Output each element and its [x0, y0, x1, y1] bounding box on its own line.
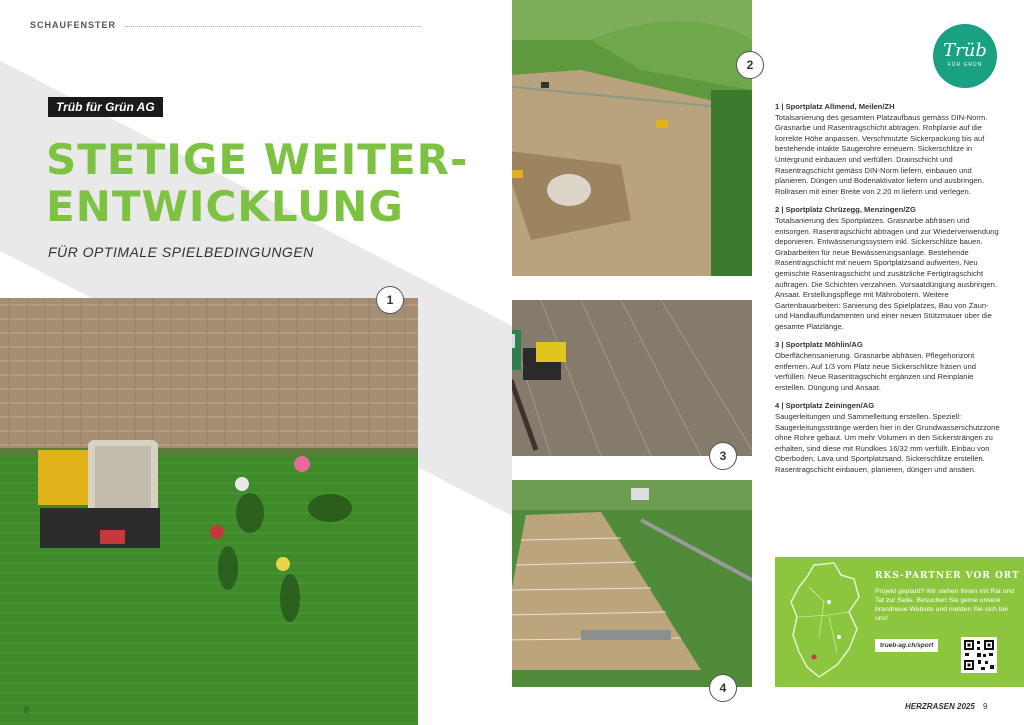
entry-body: Totalsanierung des Sportplatzes. Grasnarbe abfräsen und entsorgen. Rasentragschicht abtragen und zur Wiederverwendung deponieren. Entwässerungssystem inkl. Sickerschlitze bauen. Grabarbeiten für neue Bewässerungsanlage. Bestehende Rasentragschicht mit neuem Sportplatzsand aufwerten. Neu gemischte Rasentragschicht und zusätzliche Fertigtragschicht auftragen. Die Schichten verzahnen. Vorsaatdüngung ausbringen. Ansaat. Erstellungspflege mit Mährobotern. Weitere Gartenbauarbeiten: Sanierung des Spielplatzes, Bau von Zaun- und Handlauffundamenten und einer neuen Stützmauer über die gesamte Platzlänge.: [775, 215, 999, 331]
headline: [46, 136, 468, 230]
entry-body: Oberflächensanierung. Grasnarbe abfräsen. Pflegehorizont entfernen. Auf 1/3 vom Platz neue Sickerschlitze fräsen und verfüllen. Neue Rasentragschicht ergänzen und Reinplanie erstellen. Düngung und Ansaat.: [775, 351, 976, 392]
subline: FÜR OPTIMALE SPIELBEDINGUNGEN: [48, 244, 314, 260]
entry-title: 3 | Sportplatz Möhlin/AG: [775, 340, 863, 350]
photo-3-machines: [512, 300, 752, 456]
rks-partner-box: [775, 557, 1024, 687]
germany-map-icon: [779, 557, 874, 687]
photo-3-number: 3: [709, 442, 737, 470]
project-entry-1: [775, 102, 1003, 197]
photo-2-image: [512, 0, 752, 276]
qr-code-icon[interactable]: [961, 637, 997, 673]
rks-title: RKS-PARTNER VOR ORT: [875, 571, 1020, 581]
section-label: SCHAUFENSTER: [30, 20, 117, 30]
section-rule: [125, 26, 420, 27]
logo-tagline: FÜR GRÜN: [947, 62, 983, 68]
photo-4-aerial-field: [512, 480, 752, 687]
project-entry-2: [775, 205, 1003, 332]
project-descriptions: [775, 102, 1003, 484]
magazine-name: HERZRASEN 2025: [905, 702, 975, 711]
entry-body: Saugerleitungen und Sammelleitung erstellen. Speziell: Saugerleitungsstränge werden hier in der Grundwasserschutzzone ohne Rohre gebaut. Um mehr Volumen in den Sickersträngen zu erhalten, sind diese mit Rundkies 16/32 mm verfüllt. Einbau von Oberboden, Lava und Sportplatzsand. Sickerschlitze erstellen. Rasentragschicht einbauen, planieren, düngen und ansäen.: [775, 412, 1000, 474]
rks-url-link[interactable]: trueb-ag.ch/sport: [875, 639, 938, 652]
photo-1-number: 1: [376, 286, 404, 314]
photo-4-number: 4: [709, 674, 737, 702]
project-entry-3: [775, 340, 1003, 393]
entry-title: 1 | Sportplatz Allmend, Meilen/ZH: [775, 102, 895, 111]
company-label: Trüb für Grün AG: [48, 97, 163, 117]
trueb-logo: [933, 24, 997, 88]
magazine-footer: [905, 702, 988, 711]
photo-1-workers-aerial: [0, 298, 418, 725]
entry-body: Totalsanierung des gesamten Platzaufbaus gemäss DIN-Norm. Grasnarbe und Rasentragschicht abtragen. Rohplanie auf die korrekte Höhe anpassen. Verschmutzte Sickerpackung bis auf bestehende intakte Saugerohre erneuern. Sickerschlitze in Untergrund einbauen und verfüllen. Drainschicht und Rasentragschicht gemäss DIN-Norm liefern, einbauen und planieren. Düngen und Bodenaktivator liefern und ausbringen. Rollrasen mit einer Breite von 2.20 m liefern und verlegen.: [775, 112, 988, 196]
photo-3-image: [512, 300, 752, 456]
entry-title: 2 | Sportplatz Chrüzegg, Menzingen/ZG: [775, 205, 916, 215]
project-entry-4: [775, 401, 1003, 475]
entry-title: 4 | Sportplatz Zeiningen/AG: [775, 401, 875, 411]
page-number-left: 8: [24, 705, 30, 715]
photo-2-field-renovation: [512, 0, 752, 276]
logo-name: Trüb: [943, 40, 987, 61]
headline-line-2: ENTWICKLUNG: [46, 182, 404, 231]
photo-1-image: [0, 298, 418, 725]
page-number-right: 9: [983, 702, 988, 711]
photo-4-image: [512, 480, 752, 687]
headline-line-1: STETIGE WEITER-: [46, 135, 469, 184]
rks-text: Projekt geplant? Wir stehen Ihnen mit Rat und Tat zur Seite. Besuchen Sie gerne unsere brandneue Website und melden Sie sich bei uns!: [875, 588, 1015, 622]
photo-2-number: 2: [736, 51, 764, 79]
